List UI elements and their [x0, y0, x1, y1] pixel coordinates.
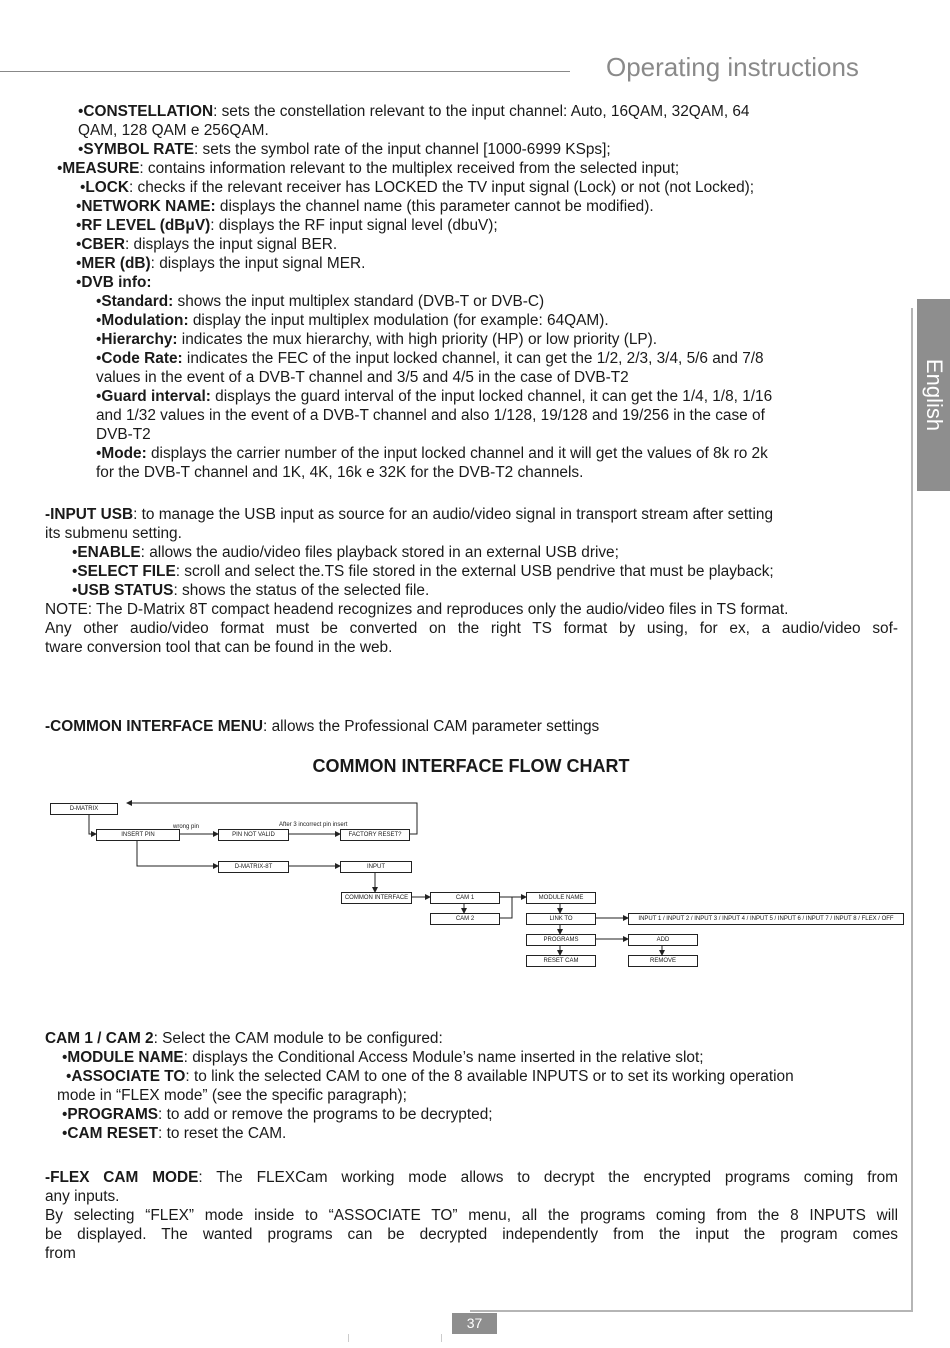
- term: MODULE NAME: [67, 1049, 184, 1066]
- text-line: By selecting “FLEX” mode inside to “ASSOCIATE TO” menu, all the programs coming from the 8 INPUTS will: [45, 1207, 898, 1224]
- node-reset-cam: RESET CAM: [526, 955, 596, 967]
- flowchart-title: COMMON INTERFACE FLOW CHART: [312, 756, 630, 776]
- node-input: INPUT: [340, 861, 412, 873]
- term: -COMMON INTERFACE MENU: [45, 718, 264, 735]
- term: CONSTELLATION: [83, 103, 214, 120]
- desc: : The FLEXCam working mode allows to decrypt the encrypted programs coming from: [198, 1169, 898, 1186]
- node-d-matrix-8t: D-MATRIX-8T: [218, 861, 289, 873]
- desc: : scroll and select the.TS file stored in the external USB pendrive that must be playback;: [175, 563, 774, 580]
- desc: : displays the input signal BER.: [125, 236, 338, 253]
- page-header-title: Operating instructions: [606, 52, 859, 82]
- desc: : displays the RF input signal level (dbuV);: [210, 217, 498, 234]
- section-heading-cam: [45, 1029, 443, 1048]
- text-line: •Hierarchy: indicates the mux hierarchy, with high priority (HP) or low priority (LP).: [96, 331, 658, 348]
- text-line: •Modulation: display the input multiplex modulation (for example: 64QAM).: [96, 312, 609, 329]
- term: RF LEVEL (dBμV): [81, 217, 211, 234]
- term: ENABLE: [77, 544, 141, 561]
- text-line: and 1/32 values in the event of a DVB-T channel and also 1/128, 19/128 and 19/256 in the case of: [96, 407, 765, 424]
- term: MEASURE: [62, 160, 140, 177]
- desc: indicates the FEC of the input locked channel, it can get the 1/2, 2/3, 3/4, 5/6 and 7/8: [182, 350, 764, 367]
- term: Modulation:: [101, 312, 189, 329]
- text-line: •USB STATUS: shows the status of the selected file.: [72, 582, 430, 599]
- term: ASSOCIATE TO: [71, 1068, 186, 1085]
- desc: : to reset the CAM.: [158, 1125, 287, 1142]
- section-heading-flex-cam: [45, 1168, 898, 1187]
- language-tab-label: English: [921, 358, 947, 432]
- print-mark: [441, 1334, 442, 1342]
- node-programs: PROGRAMS: [526, 934, 596, 946]
- desc: : checks if the relevant receiver has LOCKED the TV input signal (Lock) or not (not Locked);: [129, 179, 755, 196]
- desc: : allows the Professional CAM parameter settings: [263, 718, 600, 735]
- text-line: •DVB info:: [76, 274, 152, 291]
- term: -FLEX CAM MODE: [45, 1169, 199, 1186]
- desc: : Select the CAM module to be configured:: [153, 1030, 443, 1047]
- text-line: •CAM RESET: to reset the CAM.: [62, 1125, 287, 1142]
- term: CBER: [81, 236, 125, 253]
- text-line: •MER (dB): displays the input signal MER.: [76, 255, 366, 272]
- node-cam-1: CAM 1: [430, 892, 500, 904]
- language-tab: [917, 299, 950, 491]
- flowchart-connectors: [0, 796, 950, 976]
- text-line: for the DVB-T channel and 1K, 4K, 16k e 32K for the DVB-T2 channels.: [96, 464, 584, 481]
- text-line: •ENABLE: allows the audio/video files playback stored in an external USB drive;: [72, 544, 619, 561]
- section-heading-common-interface: [45, 717, 599, 736]
- desc: displays the carrier number of the input locked channel and it will get the values of 8k ro 2k: [146, 445, 768, 462]
- node-inputs-list: INPUT 1 / INPUT 2 / INPUT 3 / INPUT 4 / INPUT 5 / INPUT 6 / INPUT 7 / INPUT 8 / FLEX / OFF: [628, 913, 904, 925]
- text-line: •SYMBOL RATE: sets the symbol rate of the input channel [1000-6999 KSps];: [78, 141, 611, 158]
- desc: : displays the Conditional Access Module’s name inserted in the relative slot;: [183, 1049, 704, 1066]
- text-line: •Code Rate: indicates the FEC of the input locked channel, it can get the 1/2, 2/3, 3/4, 5/6 and 7/8: [96, 350, 764, 367]
- node-factory-reset: FACTORY RESET?: [340, 829, 410, 841]
- text-line: DVB-T2: [96, 426, 151, 443]
- text-line: •Mode: displays the carrier number of the input locked channel and it will get the values of 8k ro 2k: [96, 445, 768, 462]
- node-add: ADD: [628, 934, 698, 946]
- desc: : contains information relevant to the multiplex received from the selected input;: [139, 160, 680, 177]
- desc: display the input multiplex modulation (for example: 64QAM).: [188, 312, 609, 329]
- text-line: •CONSTELLATION: sets the constellation relevant to the input channel: Auto, 16QAM, 32QAM, 64: [78, 103, 750, 120]
- text-line: •ASSOCIATE TO: to link the selected CAM to one of the 8 available INPUTS or to set its working operation: [66, 1068, 794, 1085]
- header-rule: [0, 71, 570, 72]
- desc: : to add or remove the programs to be decrypted;: [158, 1106, 493, 1123]
- text-line: its submenu setting.: [45, 525, 182, 542]
- term: Mode:: [101, 445, 147, 462]
- term: MER (dB): [81, 255, 151, 272]
- term: LOCK: [85, 179, 129, 196]
- text-line: •Standard: shows the input multiplex standard (DVB-T or DVB-C): [96, 293, 545, 310]
- text-line: •LOCK: checks if the relevant receiver has LOCKED the TV input signal (Lock) or not (not Locked);: [80, 179, 755, 196]
- term: CAM RESET: [67, 1125, 159, 1142]
- desc: : sets the symbol rate of the input channel [1000-6999 KSps];: [193, 141, 611, 158]
- label-wrong-pin: wrong pin: [173, 824, 200, 830]
- node-insert-pin: INSERT PIN: [96, 829, 180, 841]
- node-pin-not-valid: PIN NOT VALID: [218, 829, 289, 841]
- desc: : displays the input signal MER.: [150, 255, 366, 272]
- text-line: any inputs.: [45, 1188, 120, 1205]
- text-line: •PROGRAMS: to add or remove the programs to be decrypted;: [62, 1106, 493, 1123]
- desc: : sets the constellation relevant to the input channel: Auto, 16QAM, 32QAM, 64: [213, 103, 750, 120]
- label-after-3-incorrect: After 3 incorrect pin insert: [279, 822, 348, 828]
- desc: : to manage the USB input as source for an audio/video signal in transport stream after setting: [133, 506, 773, 523]
- term: DVB info:: [81, 274, 152, 291]
- desc: : allows the audio/video files playback stored in an external USB drive;: [140, 544, 619, 561]
- print-mark: [348, 1334, 349, 1342]
- desc: : shows the status of the selected file.: [173, 582, 430, 599]
- node-d-matrix: D-MATRIX: [50, 803, 118, 815]
- text-line: •MEASURE: contains information relevant to the multiplex received from the selected input;: [57, 160, 680, 177]
- text-line: tware conversion tool that can be found in the web.: [45, 639, 393, 656]
- text-line: from: [45, 1245, 76, 1262]
- term: Hierarchy:: [101, 331, 178, 348]
- term: Code Rate:: [101, 350, 183, 367]
- term: USB STATUS: [77, 582, 174, 599]
- text-line: be displayed. The wanted programs can be decrypted independently from the input the program comes: [45, 1226, 898, 1243]
- desc: : to link the selected CAM to one of the 8 available INPUTS or to set its working operation: [185, 1068, 794, 1085]
- term: Guard interval:: [101, 388, 211, 405]
- node-link-to: LINK TO: [526, 913, 596, 925]
- text-line: •NETWORK NAME: displays the channel name (this parameter cannot be modified).: [76, 198, 654, 215]
- desc: displays the guard interval of the input locked channel, it can get the 1/4, 1/8, 1/16: [210, 388, 773, 405]
- text-line: •SELECT FILE: scroll and select the.TS file stored in the external USB pendrive that must be playback;: [72, 563, 774, 580]
- text-line: •Guard interval: displays the guard interval of the input locked channel, it can get the 1/4, 1/8, 1/16: [96, 388, 773, 405]
- term: Standard:: [101, 293, 174, 310]
- term: CAM 1 / CAM 2: [45, 1030, 154, 1047]
- page-number: 37: [452, 1313, 497, 1334]
- desc: displays the channel name (this parameter cannot be modified).: [215, 198, 654, 215]
- desc: shows the input multiplex standard (DVB-T or DVB-C): [173, 293, 545, 310]
- node-remove: REMOVE: [628, 955, 698, 967]
- text-line: values in the event of a DVB-T channel and 3/5 and 4/5 in the case of DVB-T2: [96, 369, 629, 386]
- text-line: NOTE: The D-Matrix 8T compact headend recognizes and reproduces only the audio/video files in TS format.: [45, 601, 789, 618]
- text-line: •MODULE NAME: displays the Conditional Access Module’s name inserted in the relative slot;: [62, 1049, 704, 1066]
- term: NETWORK NAME:: [81, 198, 216, 215]
- term: SYMBOL RATE: [83, 141, 194, 158]
- text-line: mode in “FLEX mode” (see the specific paragraph);: [57, 1087, 407, 1104]
- section-heading-input-usb: [45, 505, 773, 524]
- term: PROGRAMS: [67, 1106, 159, 1123]
- term: SELECT FILE: [77, 563, 176, 580]
- text-line: Any other audio/video format must be converted on the right TS format by using, for ex, a audio/video sof-: [45, 620, 898, 637]
- text-line: QAM, 128 QAM e 256QAM.: [78, 122, 269, 139]
- text-line: •CBER: displays the input signal BER.: [76, 236, 338, 253]
- node-cam-2: CAM 2: [430, 913, 500, 925]
- text-line: •RF LEVEL (dBμV): displays the RF input signal level (dbuV);: [76, 217, 498, 234]
- term: -INPUT USB: [45, 506, 134, 523]
- node-common-interface: COMMON INTERFACE: [341, 892, 412, 904]
- node-module-name: MODULE NAME: [526, 892, 596, 904]
- page-frame-bottom: [470, 1310, 913, 1312]
- flowchart: [0, 796, 950, 976]
- desc: indicates the mux hierarchy, with high priority (HP) or low priority (LP).: [177, 331, 658, 348]
